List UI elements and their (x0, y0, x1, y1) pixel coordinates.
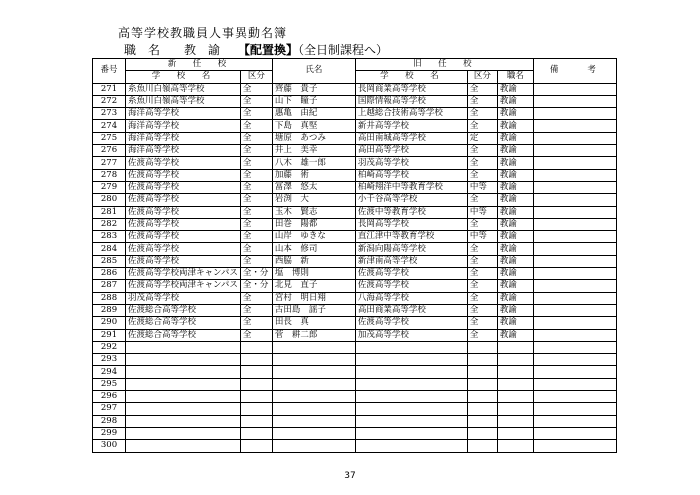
old-division-cell: 中等 (467, 231, 497, 243)
remarks-cell (533, 280, 616, 292)
remarks-cell (533, 145, 616, 157)
old-division-cell: 全 (467, 292, 497, 304)
new-division-cell: 全 (240, 255, 272, 267)
table-row (93, 292, 617, 304)
new-division-cell (240, 415, 272, 427)
name-cell (272, 415, 355, 427)
new-school-cell: 糸魚川白嶺高等学校 (126, 83, 241, 95)
new-division-cell: 全・分 (240, 280, 272, 292)
new-school-cell (126, 440, 241, 452)
subtitle-prefix: 職 名 教 諭 (124, 43, 245, 57)
row-number: 289 (93, 304, 126, 316)
new-school-cell: 佐渡総合高等学校 (126, 304, 241, 316)
remarks-cell (533, 378, 616, 390)
new-school-cell: 海洋高等学校 (126, 145, 241, 157)
new-division-cell: 全 (240, 181, 272, 193)
row-number: 279 (93, 181, 126, 193)
table-row (93, 194, 617, 206)
old-division-cell: 全 (467, 194, 497, 206)
remarks-cell (533, 403, 616, 415)
old-title-cell: 教諭 (497, 157, 533, 169)
new-school-cell: 佐渡高等学校 (126, 181, 241, 193)
new-school-cell: 佐渡高等学校 (126, 157, 241, 169)
new-division-cell: 全 (240, 218, 272, 230)
name-cell: 古田島 謡子 (272, 304, 355, 316)
old-school-cell (355, 440, 467, 452)
new-division-cell (240, 341, 272, 353)
name-cell: 冨澤 悠太 (272, 181, 355, 193)
new-division-cell: 全 (240, 157, 272, 169)
new-division-cell: 全 (240, 231, 272, 243)
old-division-cell (467, 415, 497, 427)
old-title-cell: 教諭 (497, 304, 533, 316)
old-school-cell: 新潟向陽高等学校 (355, 243, 467, 255)
name-cell: 田巻 陽都 (272, 218, 355, 230)
row-number: 274 (93, 120, 126, 132)
name-cell: 八木 雄一郎 (272, 157, 355, 169)
old-division-cell (467, 378, 497, 390)
old-division-cell: 全 (467, 120, 497, 132)
new-division-cell (240, 391, 272, 403)
new-school-cell: 佐渡高等学校両津キャンパス (126, 268, 241, 280)
old-title-cell: 教諭 (497, 329, 533, 341)
old-title-cell: 教諭 (497, 169, 533, 181)
header-new-school: 学 校 名 (126, 71, 241, 83)
new-school-cell (126, 427, 241, 439)
row-number: 298 (93, 415, 126, 427)
header-new-division: 区分 (240, 71, 272, 83)
table-row (93, 415, 617, 427)
header-old-post: 旧 任 校 (355, 59, 533, 71)
name-cell: 菅 耕二郎 (272, 329, 355, 341)
new-school-cell: 佐渡高等学校 (126, 243, 241, 255)
old-title-cell: 教諭 (497, 255, 533, 267)
header-old-division: 区分 (467, 71, 497, 83)
row-number: 275 (93, 132, 126, 144)
old-title-cell: 教諭 (497, 145, 533, 157)
table-row (93, 378, 617, 390)
old-division-cell: 全 (467, 243, 497, 255)
name-cell (272, 440, 355, 452)
remarks-cell (533, 354, 616, 366)
old-division-cell: 全 (467, 218, 497, 230)
old-school-cell: 直江津中等教育学校 (355, 231, 467, 243)
old-division-cell: 全 (467, 268, 497, 280)
name-cell: 塘原 あつみ (272, 132, 355, 144)
header-number: 番号 (93, 59, 126, 84)
name-cell: 玉木 賢志 (272, 206, 355, 218)
table-row (93, 181, 617, 193)
old-title-cell: 教諭 (497, 132, 533, 144)
header-new-post: 新 任 校 (126, 59, 273, 71)
old-title-cell (497, 341, 533, 353)
row-number: 294 (93, 366, 126, 378)
old-title-cell (497, 427, 533, 439)
remarks-cell (533, 181, 616, 193)
row-number: 276 (93, 145, 126, 157)
old-school-cell (355, 354, 467, 366)
old-school-cell: 羽茂高等学校 (355, 157, 467, 169)
old-division-cell: 全 (467, 108, 497, 120)
old-division-cell: 全 (467, 83, 497, 95)
table-row (93, 108, 617, 120)
old-school-cell (355, 341, 467, 353)
old-title-cell: 教諭 (497, 231, 533, 243)
name-cell: 山下 瞳子 (272, 95, 355, 107)
row-number: 296 (93, 391, 126, 403)
table-row (93, 157, 617, 169)
old-title-cell: 教諭 (497, 95, 533, 107)
old-school-cell: 長岡商業高等学校 (355, 83, 467, 95)
table-row (93, 83, 617, 95)
old-division-cell (467, 391, 497, 403)
new-school-cell (126, 354, 241, 366)
name-cell: 山岸 ゆきな (272, 231, 355, 243)
table-row (93, 304, 617, 316)
table-row (93, 268, 617, 280)
old-division-cell: 全 (467, 280, 497, 292)
row-number: 286 (93, 268, 126, 280)
row-number: 297 (93, 403, 126, 415)
old-school-cell: 国際情報高等学校 (355, 95, 467, 107)
remarks-cell (533, 206, 616, 218)
old-title-cell: 教諭 (497, 194, 533, 206)
remarks-cell (533, 108, 616, 120)
row-number: 283 (93, 231, 126, 243)
new-division-cell: 全 (240, 206, 272, 218)
old-division-cell (467, 354, 497, 366)
old-school-cell: 小千谷高等学校 (355, 194, 467, 206)
old-school-cell: 八海高等学校 (355, 292, 467, 304)
remarks-cell (533, 391, 616, 403)
row-number: 292 (93, 341, 126, 353)
name-cell: 下島 真堅 (272, 120, 355, 132)
remarks-cell (533, 427, 616, 439)
remarks-cell (533, 292, 616, 304)
row-number: 300 (93, 440, 126, 452)
new-school-cell: 海洋高等学校 (126, 132, 241, 144)
old-school-cell: 佐渡中等教育学校 (355, 206, 467, 218)
remarks-cell (533, 120, 616, 132)
new-school-cell (126, 341, 241, 353)
new-school-cell (126, 403, 241, 415)
name-cell: 齊藤 貴子 (272, 83, 355, 95)
new-school-cell (126, 366, 241, 378)
old-title-cell: 教諭 (497, 268, 533, 280)
new-school-cell (126, 415, 241, 427)
name-cell (272, 427, 355, 439)
new-school-cell: 海洋高等学校 (126, 108, 241, 120)
new-division-cell: 全 (240, 304, 272, 316)
old-school-cell: 高田南城高等学校 (355, 132, 467, 144)
old-division-cell: 全 (467, 317, 497, 329)
row-number: 295 (93, 378, 126, 390)
new-division-cell: 全 (240, 83, 272, 95)
name-cell: 惠亀 由紀 (272, 108, 355, 120)
page-number: 37 (344, 471, 356, 481)
old-school-cell: 佐渡高等学校 (355, 317, 467, 329)
remarks-cell (533, 329, 616, 341)
new-division-cell: 全 (240, 145, 272, 157)
old-division-cell: 定 (467, 132, 497, 144)
row-number: 272 (93, 95, 126, 107)
old-title-cell: 教諭 (497, 218, 533, 230)
remarks-cell (533, 255, 616, 267)
old-division-cell: 全 (467, 145, 497, 157)
old-title-cell: 教諭 (497, 108, 533, 120)
new-division-cell: 全 (240, 132, 272, 144)
old-school-cell: 高田商業高等学校 (355, 304, 467, 316)
name-cell: 加藤 術 (272, 169, 355, 181)
header-old-title: 職名 (497, 71, 533, 83)
row-number: 288 (93, 292, 126, 304)
old-school-cell (355, 366, 467, 378)
remarks-cell (533, 132, 616, 144)
old-division-cell: 中等 (467, 206, 497, 218)
header-name: 氏名 (272, 59, 355, 84)
remarks-cell (533, 341, 616, 353)
row-number: 271 (93, 83, 126, 95)
table-row (93, 317, 617, 329)
table-row (93, 440, 617, 452)
table-row (93, 403, 617, 415)
old-school-cell (355, 391, 467, 403)
old-division-cell: 全 (467, 95, 497, 107)
new-division-cell (240, 403, 272, 415)
old-division-cell (467, 341, 497, 353)
new-division-cell (240, 366, 272, 378)
new-school-cell (126, 378, 241, 390)
row-number: 273 (93, 108, 126, 120)
row-number: 284 (93, 243, 126, 255)
new-school-cell: 佐渡高等学校 (126, 194, 241, 206)
old-title-cell: 教諭 (497, 317, 533, 329)
table-row (93, 169, 617, 181)
new-school-cell: 羽茂高等学校 (126, 292, 241, 304)
subtitle-suffix: （全日制課程へ） (298, 43, 389, 57)
table-row (93, 231, 617, 243)
new-school-cell: 佐渡高等学校 (126, 206, 241, 218)
old-school-cell: 新井高等学校 (355, 120, 467, 132)
new-division-cell: 全 (240, 108, 272, 120)
personnel-table (92, 58, 617, 453)
old-school-cell (355, 403, 467, 415)
old-school-cell: 高田高等学校 (355, 145, 467, 157)
remarks-cell (533, 304, 616, 316)
name-cell: 宮村 明日翔 (272, 292, 355, 304)
row-number: 299 (93, 427, 126, 439)
old-title-cell: 教諭 (497, 206, 533, 218)
row-number: 291 (93, 329, 126, 341)
new-school-cell: 海洋高等学校 (126, 120, 241, 132)
new-division-cell: 全・分 (240, 268, 272, 280)
old-division-cell: 全 (467, 255, 497, 267)
table-row (93, 218, 617, 230)
old-school-cell: 佐渡高等学校 (355, 280, 467, 292)
old-title-cell (497, 415, 533, 427)
new-school-cell: 佐渡総合高等学校 (126, 317, 241, 329)
header-old-school: 学 校 名 (355, 71, 467, 83)
name-cell (272, 366, 355, 378)
name-cell (272, 354, 355, 366)
table-row (93, 341, 617, 353)
old-school-cell: 柏崎高等学校 (355, 169, 467, 181)
name-cell (272, 391, 355, 403)
new-division-cell (240, 378, 272, 390)
remarks-cell (533, 95, 616, 107)
old-title-cell (497, 440, 533, 452)
new-division-cell: 全 (240, 120, 272, 132)
old-school-cell (355, 415, 467, 427)
old-division-cell: 中等 (467, 181, 497, 193)
table-row (93, 120, 617, 132)
old-division-cell: 全 (467, 157, 497, 169)
old-title-cell: 教諭 (497, 181, 533, 193)
new-school-cell: 佐渡高等学校 (126, 255, 241, 267)
remarks-cell (533, 440, 616, 452)
row-number: 285 (93, 255, 126, 267)
old-division-cell: 全 (467, 329, 497, 341)
new-division-cell: 全 (240, 329, 272, 341)
row-number: 287 (93, 280, 126, 292)
row-number: 281 (93, 206, 126, 218)
old-school-cell: 長岡高等学校 (355, 218, 467, 230)
remarks-cell (533, 194, 616, 206)
name-cell: 岩渕 大 (272, 194, 355, 206)
new-school-cell: 糸魚川白嶺高等学校 (126, 95, 241, 107)
table-row (93, 132, 617, 144)
table-row (93, 280, 617, 292)
header-remarks: 備 考 (533, 59, 616, 84)
new-division-cell (240, 440, 272, 452)
remarks-cell (533, 366, 616, 378)
subtitle-assignment-type: 【配置換】 (244, 43, 299, 57)
row-number: 293 (93, 354, 126, 366)
old-title-cell (497, 378, 533, 390)
new-school-cell: 佐渡高等学校両津キャンパス (126, 280, 241, 292)
new-division-cell: 全 (240, 292, 272, 304)
row-number: 277 (93, 157, 126, 169)
new-school-cell (126, 391, 241, 403)
new-school-cell: 佐渡高等学校 (126, 218, 241, 230)
table-row (93, 255, 617, 267)
name-cell (272, 403, 355, 415)
row-number: 282 (93, 218, 126, 230)
old-division-cell: 全 (467, 304, 497, 316)
old-division-cell (467, 427, 497, 439)
name-cell: 山本 修司 (272, 243, 355, 255)
table-row (93, 427, 617, 439)
remarks-cell (533, 157, 616, 169)
new-division-cell: 全 (240, 169, 272, 181)
document-title: 高等学校教職員人事異動名簿 (118, 26, 288, 40)
old-school-cell: 上越総合技術高等学校 (355, 108, 467, 120)
table-row (93, 145, 617, 157)
table-row (93, 243, 617, 255)
old-division-cell (467, 366, 497, 378)
name-cell: 田長 真 (272, 317, 355, 329)
table-row (93, 329, 617, 341)
remarks-cell (533, 218, 616, 230)
old-school-cell: 柏崎翔洋中等教育学校 (355, 181, 467, 193)
remarks-cell (533, 268, 616, 280)
name-cell: 西脇 新 (272, 255, 355, 267)
old-title-cell (497, 354, 533, 366)
old-title-cell (497, 391, 533, 403)
old-school-cell: 新津南高等学校 (355, 255, 467, 267)
table-row (93, 354, 617, 366)
old-division-cell (467, 403, 497, 415)
remarks-cell (533, 415, 616, 427)
name-cell: 北見 直子 (272, 280, 355, 292)
name-cell: 塩 博則 (272, 268, 355, 280)
remarks-cell (533, 231, 616, 243)
old-school-cell: 佐渡高等学校 (355, 268, 467, 280)
table-row (93, 366, 617, 378)
row-number: 280 (93, 194, 126, 206)
old-title-cell (497, 403, 533, 415)
name-cell: 井上 美幸 (272, 145, 355, 157)
new-division-cell: 全 (240, 95, 272, 107)
table-row (93, 391, 617, 403)
old-school-cell (355, 378, 467, 390)
remarks-cell (533, 317, 616, 329)
old-school-cell: 加茂高等学校 (355, 329, 467, 341)
name-cell (272, 378, 355, 390)
old-division-cell (467, 440, 497, 452)
old-title-cell: 教諭 (497, 292, 533, 304)
document-subtitle (124, 41, 388, 58)
new-division-cell (240, 354, 272, 366)
new-division-cell (240, 427, 272, 439)
old-title-cell: 教諭 (497, 120, 533, 132)
old-title-cell: 教諭 (497, 83, 533, 95)
row-number: 290 (93, 317, 126, 329)
new-division-cell: 全 (240, 194, 272, 206)
old-school-cell (355, 427, 467, 439)
remarks-cell (533, 169, 616, 181)
remarks-cell (533, 83, 616, 95)
table-row (93, 206, 617, 218)
new-division-cell: 全 (240, 317, 272, 329)
remarks-cell (533, 243, 616, 255)
new-school-cell: 佐渡高等学校 (126, 169, 241, 181)
old-division-cell: 全 (467, 169, 497, 181)
new-school-cell: 佐渡高等学校 (126, 231, 241, 243)
new-division-cell: 全 (240, 243, 272, 255)
name-cell (272, 341, 355, 353)
new-school-cell: 佐渡総合高等学校 (126, 329, 241, 341)
table-row (93, 95, 617, 107)
row-number: 278 (93, 169, 126, 181)
old-title-cell: 教諭 (497, 280, 533, 292)
old-title-cell (497, 366, 533, 378)
old-title-cell: 教諭 (497, 243, 533, 255)
